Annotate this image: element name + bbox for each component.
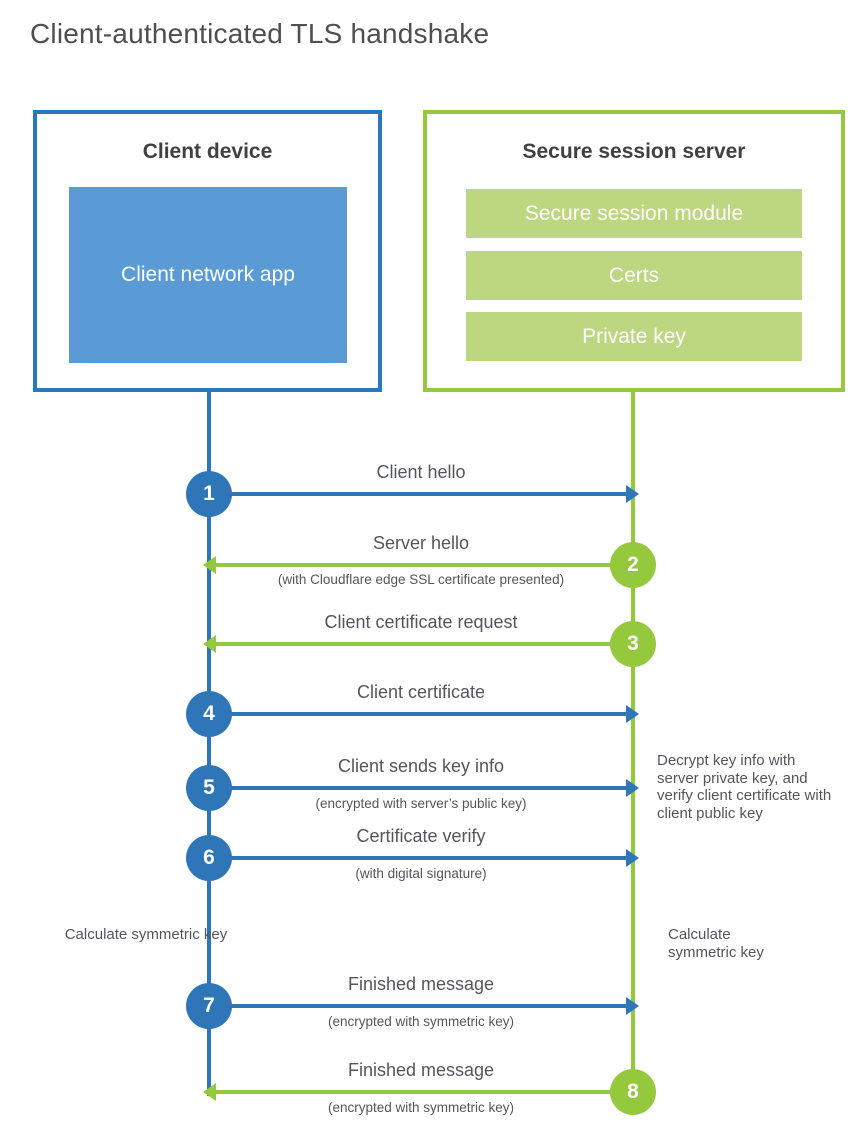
step-7-arrow-right-icon [209,1004,627,1008]
step-1-arrow-right-icon [209,492,627,496]
secure-session-server-title: Secure session server [522,140,746,163]
calculate-symmetric-key-client-note: Calculate symmetric key [64,926,228,943]
step-6-arrow-right-icon [209,856,627,860]
step-4-label: Client certificate [356,682,486,702]
step-1-badge: 1 [186,471,232,517]
step-5-badge: 5 [186,765,232,811]
step-6-label: Certificate verify [356,826,486,846]
client-network-app-box [69,187,347,363]
server-module-private-key: Private key [466,312,802,361]
step-2-label: Server hello [372,533,470,553]
step-4-badge: 4 [186,691,232,737]
step-4-arrow-right-icon [209,712,627,716]
calculate-symmetric-key-server-note: Calculate symmetric key [668,926,764,961]
client-network-app-label: Client network app [121,262,295,286]
step-2-arrow-left-icon [215,563,633,567]
step-8-arrow-left-icon [215,1090,633,1094]
step-5-sublabel: (encrypted with server’s public key) [315,796,527,811]
page-title: Client-authenticated TLS handshake [30,18,490,49]
step-7-badge: 7 [186,983,232,1029]
decrypt-key-note: Decrypt key info with server private key, and verify client certificate with client public key [657,752,832,822]
step-2-sublabel: (with Cloudflare edge SSL certificate presented) [277,572,565,587]
step-5-arrow-right-icon [209,786,627,790]
step-8-badge: 8 [610,1069,656,1115]
step-8-sublabel: (encrypted with symmetric key) [327,1100,515,1115]
step-3-label: Client certificate request [324,612,518,632]
step-3-arrow-left-icon [215,642,633,646]
client-device-title: Client device [142,140,273,163]
step-5-label: Client sends key info [337,756,505,776]
step-7-label: Finished message [347,974,495,994]
step-3-badge: 3 [610,621,656,667]
step-6-sublabel: (with digital signature) [355,866,487,881]
server-module-certs: Certs [466,251,802,300]
step-6-badge: 6 [186,835,232,881]
step-8-label: Finished message [347,1060,495,1080]
step-2-badge: 2 [610,542,656,588]
server-module-secure-session: Secure session module [466,189,802,238]
step-1-label: Client hello [376,462,466,482]
step-7-sublabel: (encrypted with symmetric key) [327,1014,515,1029]
